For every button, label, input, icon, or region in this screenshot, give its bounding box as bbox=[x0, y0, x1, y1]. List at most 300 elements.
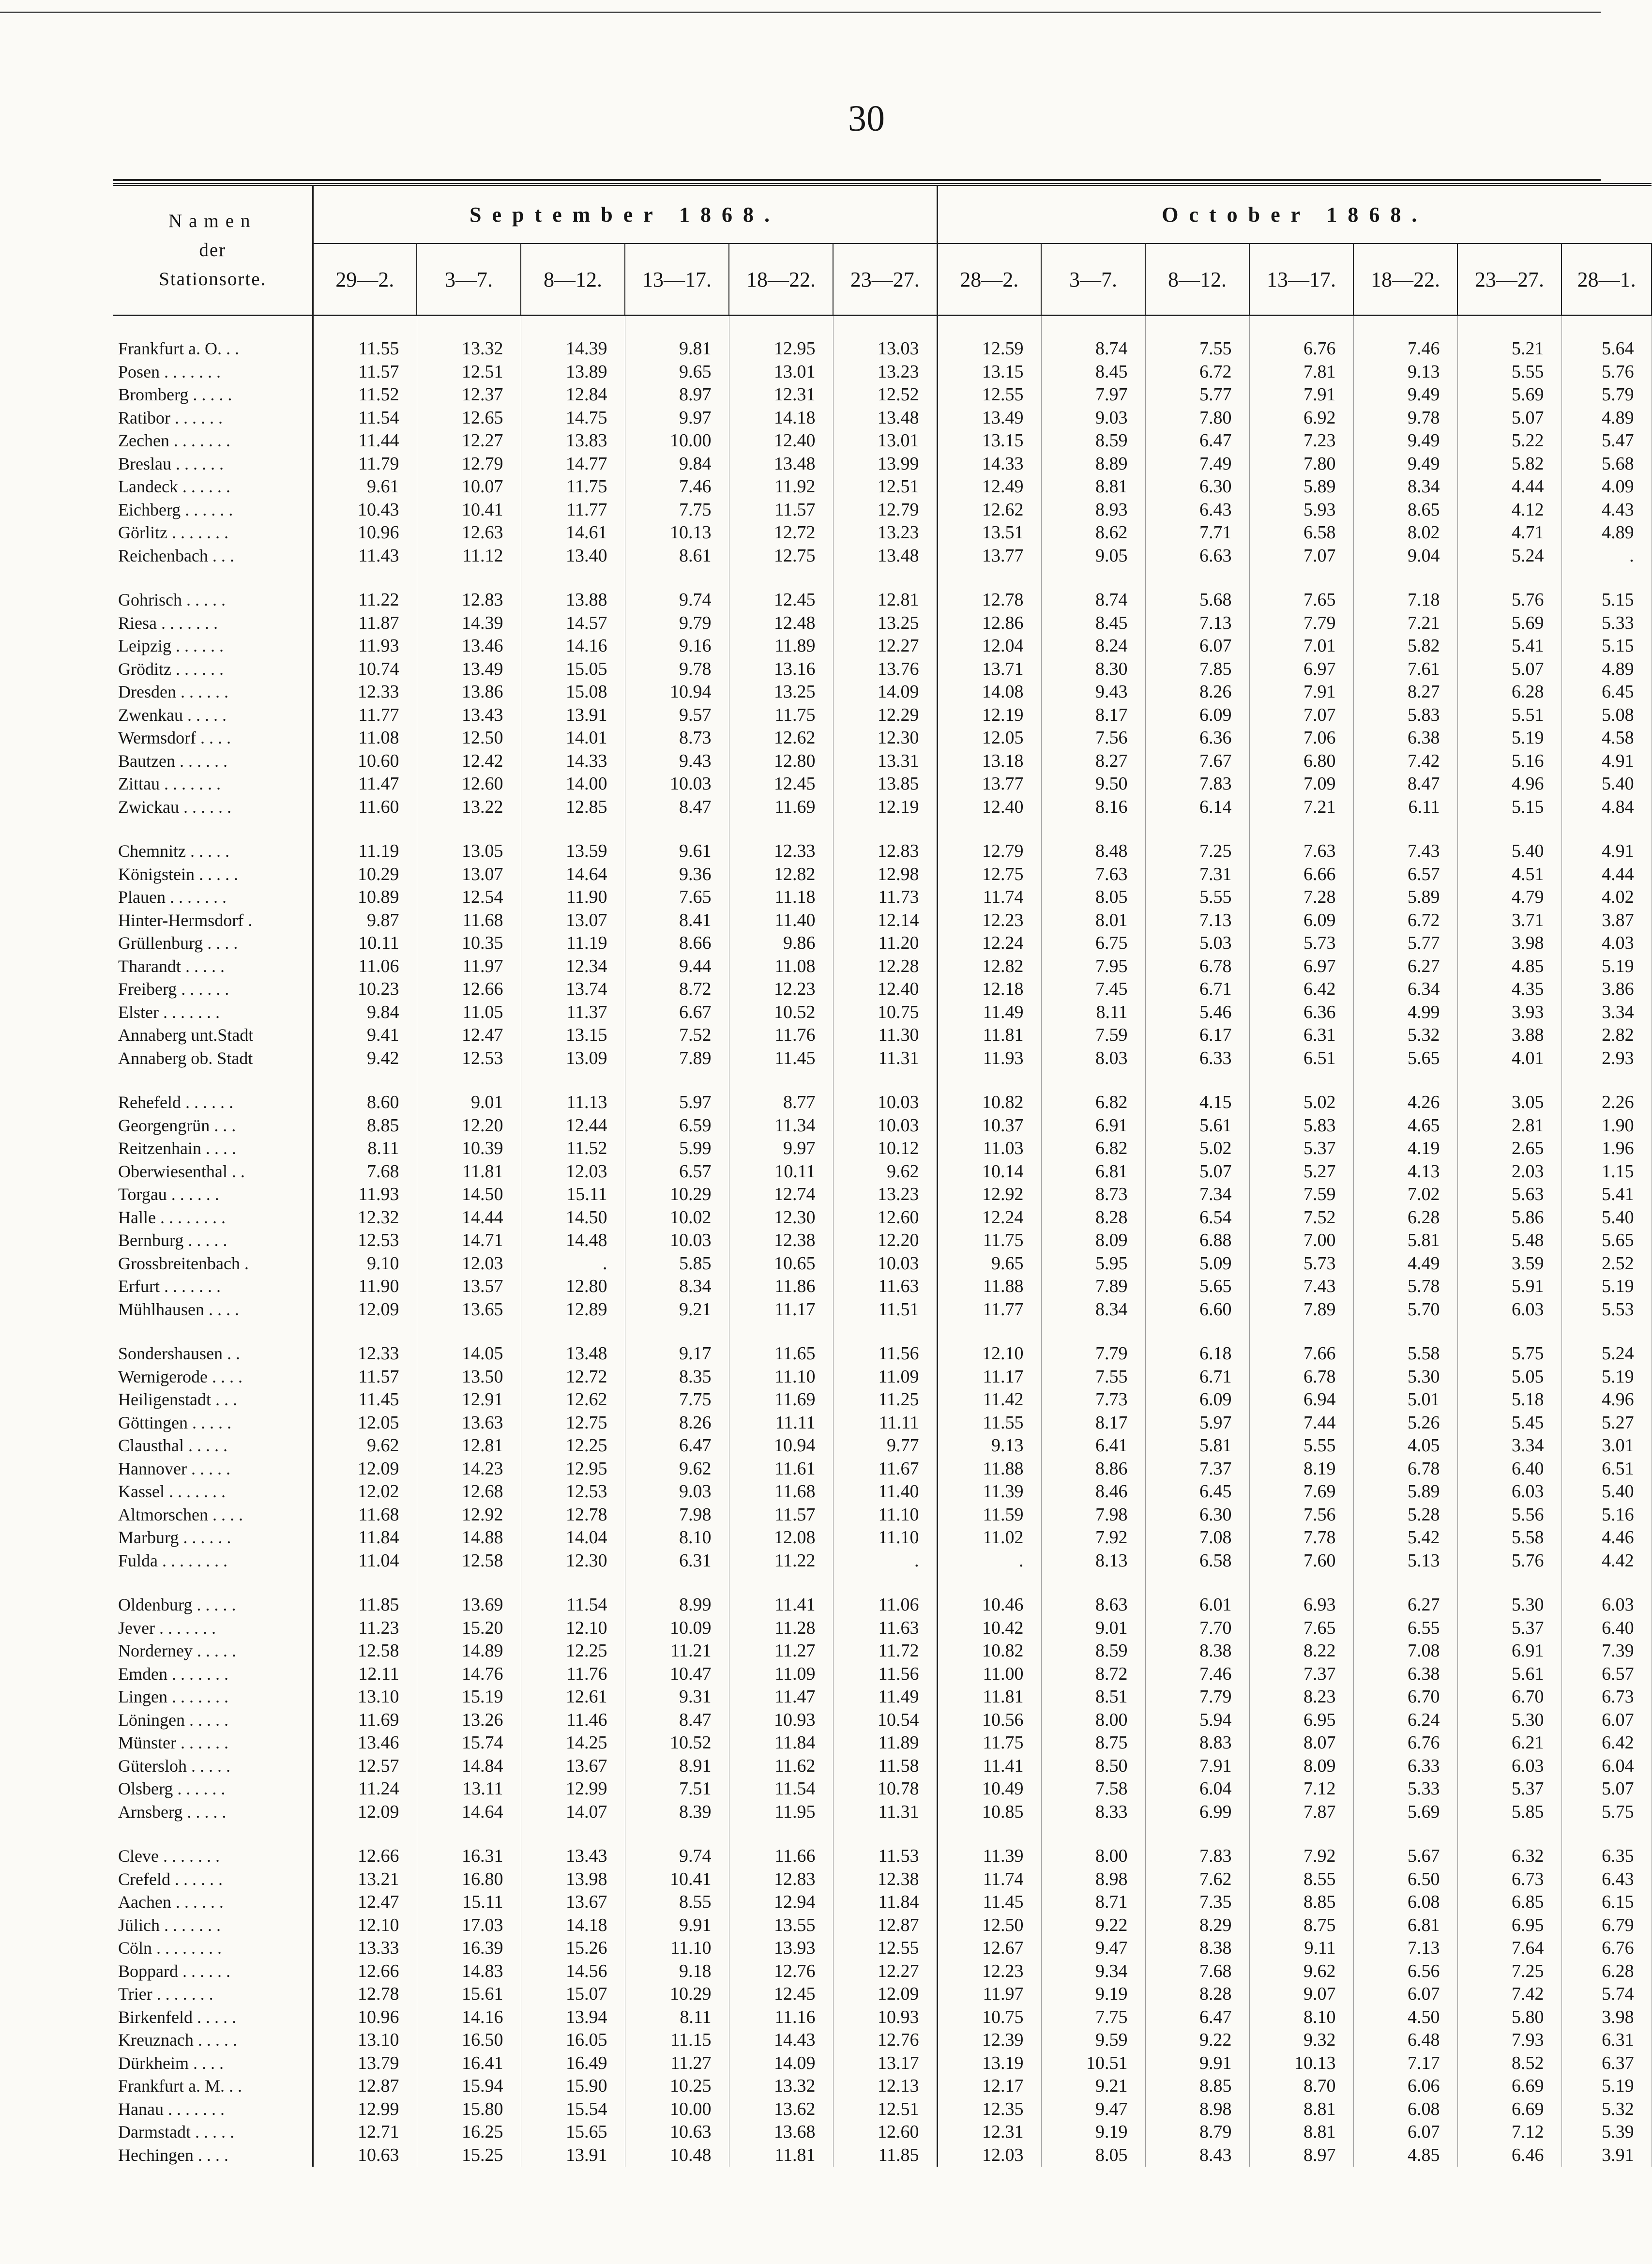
value-cell: 8.03 bbox=[1041, 1047, 1145, 1070]
value-cell: 6.35 bbox=[1561, 1845, 1652, 1868]
value-cell: 10.74 bbox=[313, 658, 417, 681]
station-name: Görlitz . . . . . . . bbox=[113, 521, 313, 545]
value-cell: 10.54 bbox=[833, 1709, 937, 1732]
value-cell: 7.98 bbox=[625, 1504, 729, 1527]
value-cell: 5.15 bbox=[1457, 796, 1561, 819]
value-cell: 7.65 bbox=[625, 886, 729, 909]
value-cell: 11.67 bbox=[833, 1458, 937, 1481]
value-cell: 4.96 bbox=[1457, 773, 1561, 796]
value-cell: 14.50 bbox=[521, 1206, 625, 1230]
table-body bbox=[113, 316, 1652, 2167]
table-row bbox=[113, 704, 1652, 727]
value-cell: 12.27 bbox=[417, 429, 521, 453]
value-cell: 11.66 bbox=[729, 1845, 833, 1868]
value-cell: 11.31 bbox=[833, 1047, 937, 1070]
value-cell: 6.70 bbox=[1353, 1686, 1457, 1709]
spacer-cell bbox=[937, 1070, 1041, 1091]
value-cell: 9.91 bbox=[625, 1914, 729, 1937]
value-cell: 8.00 bbox=[1041, 1709, 1145, 1732]
value-cell: 4.99 bbox=[1353, 1001, 1457, 1024]
value-cell: 13.85 bbox=[833, 773, 937, 796]
value-cell: 13.94 bbox=[521, 2006, 625, 2029]
period-header-row bbox=[113, 243, 1652, 316]
value-cell: 12.25 bbox=[521, 1640, 625, 1663]
table-row bbox=[113, 2075, 1652, 2098]
value-cell: 13.79 bbox=[313, 2052, 417, 2075]
value-cell: 7.25 bbox=[1457, 1960, 1561, 1983]
value-cell: 4.44 bbox=[1457, 475, 1561, 499]
table-row bbox=[113, 337, 1652, 361]
value-cell: 5.56 bbox=[1457, 1504, 1561, 1527]
value-cell: 10.13 bbox=[1249, 2052, 1353, 2075]
value-cell: 8.79 bbox=[1145, 2121, 1249, 2144]
value-cell: 8.34 bbox=[1353, 475, 1457, 499]
value-cell: 13.59 bbox=[521, 840, 625, 863]
table-row bbox=[113, 2006, 1652, 2029]
value-cell: 12.78 bbox=[313, 1983, 417, 2006]
value-cell: 9.77 bbox=[833, 1434, 937, 1458]
value-cell: 4.49 bbox=[1353, 1252, 1457, 1276]
value-cell: 13.23 bbox=[833, 1183, 937, 1206]
value-cell: 12.75 bbox=[729, 545, 833, 568]
table-row bbox=[113, 1914, 1652, 1937]
station-name: Aachen . . . . . . bbox=[113, 1891, 313, 1914]
value-cell: 15.07 bbox=[521, 1983, 625, 2006]
value-cell: 5.32 bbox=[1561, 2098, 1652, 2121]
value-cell: 6.82 bbox=[1041, 1091, 1145, 1114]
value-cell: 11.06 bbox=[833, 1594, 937, 1617]
value-cell: 11.97 bbox=[417, 955, 521, 978]
value-cell: 11.47 bbox=[729, 1686, 833, 1709]
value-cell: 5.80 bbox=[1457, 2006, 1561, 2029]
value-cell: 8.23 bbox=[1249, 1686, 1353, 1709]
table-row bbox=[113, 658, 1652, 681]
spacer-cell bbox=[1041, 819, 1145, 840]
value-cell: 4.50 bbox=[1353, 2006, 1457, 2029]
value-cell: 6.42 bbox=[1561, 1732, 1652, 1755]
value-cell: 8.47 bbox=[625, 1709, 729, 1732]
spacer-cell bbox=[1249, 819, 1353, 840]
spacer-cell bbox=[729, 1321, 833, 1342]
value-cell: 12.45 bbox=[729, 1983, 833, 2006]
value-cell: 13.22 bbox=[417, 796, 521, 819]
value-cell: 13.49 bbox=[937, 407, 1041, 430]
spacer-cell bbox=[1041, 1321, 1145, 1342]
value-cell: 14.64 bbox=[521, 863, 625, 886]
value-cell: 8.74 bbox=[1041, 589, 1145, 612]
station-name: Darmstadt . . . . . bbox=[113, 2121, 313, 2144]
value-cell: 7.23 bbox=[1249, 429, 1353, 453]
value-cell: 7.31 bbox=[1145, 863, 1249, 886]
value-cell: 7.18 bbox=[1353, 589, 1457, 612]
value-cell: 6.21 bbox=[1457, 1732, 1561, 1755]
value-cell: 11.89 bbox=[833, 1732, 937, 1755]
spacer-cell bbox=[521, 1823, 625, 1845]
value-cell: 11.52 bbox=[521, 1137, 625, 1160]
value-cell: 11.44 bbox=[313, 429, 417, 453]
spacer-cell bbox=[1145, 316, 1249, 338]
spacer-cell bbox=[417, 1321, 521, 1342]
value-cell: 10.49 bbox=[937, 1778, 1041, 1801]
table-row bbox=[113, 1024, 1652, 1047]
value-cell: 16.25 bbox=[417, 2121, 521, 2144]
spacer-cell bbox=[113, 1321, 313, 1342]
value-cell: . bbox=[521, 1252, 625, 1276]
value-cell: 6.36 bbox=[1145, 727, 1249, 750]
value-cell: 15.26 bbox=[521, 1937, 625, 1960]
value-cell: 8.85 bbox=[1145, 2075, 1249, 2098]
spacer-cell bbox=[1457, 1070, 1561, 1091]
value-cell: 12.32 bbox=[313, 1206, 417, 1230]
table-row bbox=[113, 909, 1652, 932]
value-cell: 4.12 bbox=[1457, 499, 1561, 522]
spacer-cell bbox=[1145, 1572, 1249, 1594]
value-cell: 11.79 bbox=[313, 453, 417, 476]
spacer-cell bbox=[1249, 1070, 1353, 1091]
value-cell: 13.63 bbox=[417, 1412, 521, 1435]
value-cell: 11.72 bbox=[833, 1640, 937, 1663]
value-cell: 10.94 bbox=[625, 681, 729, 704]
value-cell: 6.08 bbox=[1353, 2098, 1457, 2121]
value-cell: 14.09 bbox=[833, 681, 937, 704]
value-cell: 9.62 bbox=[1249, 1960, 1353, 1983]
value-cell: 10.23 bbox=[313, 978, 417, 1001]
value-cell: 10.56 bbox=[937, 1709, 1041, 1732]
value-cell: 12.38 bbox=[729, 1229, 833, 1252]
value-cell: 6.07 bbox=[1353, 2121, 1457, 2144]
value-cell: 7.49 bbox=[1145, 453, 1249, 476]
value-cell: 15.90 bbox=[521, 2075, 625, 2098]
station-name: Hinter-Hermsdorf . bbox=[113, 909, 313, 932]
value-cell: 6.55 bbox=[1353, 1617, 1457, 1640]
value-cell: 5.48 bbox=[1457, 1229, 1561, 1252]
value-cell: 5.75 bbox=[1457, 1342, 1561, 1366]
value-cell: 6.31 bbox=[1561, 2029, 1652, 2052]
station-name: Gütersloh . . . . . bbox=[113, 1755, 313, 1778]
station-name: Zechen . . . . . . . bbox=[113, 429, 313, 453]
value-cell: 11.16 bbox=[729, 2006, 833, 2029]
value-cell: 8.63 bbox=[1041, 1594, 1145, 1617]
station-name: Wermsdorf . . . . bbox=[113, 727, 313, 750]
table-row bbox=[113, 1504, 1652, 1527]
value-cell: 8.10 bbox=[625, 1526, 729, 1550]
value-cell: 11.86 bbox=[729, 1275, 833, 1298]
value-cell: 12.83 bbox=[833, 840, 937, 863]
value-cell: 6.38 bbox=[1353, 1663, 1457, 1686]
value-cell: 5.82 bbox=[1353, 635, 1457, 658]
value-cell: 7.68 bbox=[1145, 1960, 1249, 1983]
value-cell: 7.08 bbox=[1353, 1640, 1457, 1663]
value-cell: 5.07 bbox=[1561, 1778, 1652, 1801]
value-cell: 8.97 bbox=[1249, 2144, 1353, 2167]
value-cell: 8.86 bbox=[1041, 1458, 1145, 1481]
value-cell: 9.18 bbox=[625, 1960, 729, 1983]
value-cell: 5.55 bbox=[1145, 886, 1249, 909]
value-cell: 8.00 bbox=[1041, 1845, 1145, 1868]
value-cell: 8.77 bbox=[729, 1091, 833, 1114]
value-cell: 12.95 bbox=[521, 1458, 625, 1481]
value-cell: 6.40 bbox=[1457, 1458, 1561, 1481]
value-cell: 5.81 bbox=[1145, 1434, 1249, 1458]
value-cell: 6.76 bbox=[1353, 1732, 1457, 1755]
value-cell: 13.25 bbox=[729, 681, 833, 704]
value-cell: 3.93 bbox=[1457, 1001, 1561, 1024]
value-cell: 13.21 bbox=[313, 1868, 417, 1891]
value-cell: 13.83 bbox=[521, 429, 625, 453]
spacer-cell bbox=[1457, 567, 1561, 589]
value-cell: 12.23 bbox=[937, 1960, 1041, 1983]
group-spacer bbox=[113, 819, 1652, 840]
value-cell: 10.00 bbox=[625, 429, 729, 453]
value-cell: 13.71 bbox=[937, 658, 1041, 681]
value-cell: 7.17 bbox=[1353, 2052, 1457, 2075]
value-cell: 11.12 bbox=[417, 545, 521, 568]
value-cell: 12.80 bbox=[521, 1275, 625, 1298]
value-cell: 6.30 bbox=[1145, 475, 1249, 499]
value-cell: 12.83 bbox=[729, 1868, 833, 1891]
value-cell: 11.54 bbox=[521, 1594, 625, 1617]
spacer-cell bbox=[1249, 316, 1353, 338]
station-name: Cleve . . . . . . . bbox=[113, 1845, 313, 1868]
station-name: Rehefeld . . . . . . bbox=[113, 1091, 313, 1114]
value-cell: 12.09 bbox=[313, 1801, 417, 1824]
table-row bbox=[113, 1458, 1652, 1481]
value-cell: 5.09 bbox=[1145, 1252, 1249, 1276]
value-cell: 14.39 bbox=[521, 337, 625, 361]
value-cell: 8.09 bbox=[1249, 1755, 1353, 1778]
value-cell: 7.97 bbox=[1041, 383, 1145, 407]
station-name: Hanau . . . . . . . bbox=[113, 2098, 313, 2121]
value-cell: 8.75 bbox=[1041, 1732, 1145, 1755]
value-cell: 11.85 bbox=[313, 1594, 417, 1617]
value-cell: 2.26 bbox=[1561, 1091, 1652, 1114]
period-header-sep-1: 3—7. bbox=[417, 243, 521, 316]
value-cell: 12.57 bbox=[313, 1755, 417, 1778]
value-cell: 8.11 bbox=[1041, 1001, 1145, 1024]
value-cell: 12.91 bbox=[417, 1388, 521, 1412]
value-cell: 9.11 bbox=[1249, 1937, 1353, 1960]
station-name: Olsberg . . . . . . bbox=[113, 1778, 313, 1801]
value-cell: 9.04 bbox=[1353, 545, 1457, 568]
value-cell: 11.56 bbox=[833, 1342, 937, 1366]
value-cell: 7.01 bbox=[1249, 635, 1353, 658]
value-cell: 4.96 bbox=[1561, 1388, 1652, 1412]
value-cell: 8.72 bbox=[1041, 1663, 1145, 1686]
value-cell: 12.62 bbox=[729, 727, 833, 750]
value-cell: 11.81 bbox=[729, 2144, 833, 2167]
value-cell: 5.37 bbox=[1249, 1137, 1353, 1160]
value-cell: 6.03 bbox=[1457, 1298, 1561, 1322]
value-cell: 7.80 bbox=[1145, 407, 1249, 430]
station-name: Zwenkau . . . . . bbox=[113, 704, 313, 727]
value-cell: 9.01 bbox=[417, 1091, 521, 1114]
station-name: Sondershausen . . bbox=[113, 1342, 313, 1366]
value-cell: 11.84 bbox=[313, 1526, 417, 1550]
table-row bbox=[113, 2098, 1652, 2121]
value-cell: 9.91 bbox=[1145, 2052, 1249, 2075]
table-row bbox=[113, 1298, 1652, 1322]
value-cell: 8.61 bbox=[625, 545, 729, 568]
value-cell: 13.77 bbox=[937, 773, 1041, 796]
value-cell: 16.05 bbox=[521, 2029, 625, 2052]
value-cell: 6.92 bbox=[1249, 407, 1353, 430]
value-cell: 12.45 bbox=[729, 773, 833, 796]
value-cell: 5.19 bbox=[1457, 727, 1561, 750]
spacer-cell bbox=[1041, 567, 1145, 589]
value-cell: 8.83 bbox=[1145, 1732, 1249, 1755]
value-cell: 6.32 bbox=[1457, 1845, 1561, 1868]
value-cell: 7.02 bbox=[1353, 1183, 1457, 1206]
value-cell: 7.42 bbox=[1457, 1983, 1561, 2006]
value-cell: 7.89 bbox=[1041, 1275, 1145, 1298]
value-cell: 6.47 bbox=[1145, 429, 1249, 453]
spacer-cell bbox=[1457, 819, 1561, 840]
value-cell: 5.76 bbox=[1457, 589, 1561, 612]
spacer-cell bbox=[417, 1070, 521, 1091]
value-cell: 10.93 bbox=[729, 1709, 833, 1732]
value-cell: 8.07 bbox=[1249, 1732, 1353, 1755]
value-cell: 13.15 bbox=[521, 1024, 625, 1047]
top-rule bbox=[0, 12, 1601, 13]
value-cell: 11.77 bbox=[521, 499, 625, 522]
table-row bbox=[113, 886, 1652, 909]
value-cell: 12.75 bbox=[937, 863, 1041, 886]
value-cell: 6.09 bbox=[1145, 704, 1249, 727]
value-cell: 11.68 bbox=[313, 1504, 417, 1527]
value-cell: 9.17 bbox=[625, 1342, 729, 1366]
station-name: Kassel . . . . . . . bbox=[113, 1480, 313, 1504]
table-row bbox=[113, 863, 1652, 886]
value-cell: 7.09 bbox=[1249, 773, 1353, 796]
value-cell: 13.91 bbox=[521, 2144, 625, 2167]
value-cell: 13.16 bbox=[729, 658, 833, 681]
value-cell: 7.85 bbox=[1145, 658, 1249, 681]
period-header-oct-5: 23—27. bbox=[1457, 243, 1561, 316]
value-cell: 11.68 bbox=[729, 1480, 833, 1504]
value-cell: 11.75 bbox=[937, 1732, 1041, 1755]
value-cell: 5.39 bbox=[1561, 2121, 1652, 2144]
table-row bbox=[113, 635, 1652, 658]
table-row bbox=[113, 361, 1652, 384]
value-cell: 5.40 bbox=[1561, 1206, 1652, 1230]
value-cell: 10.41 bbox=[417, 499, 521, 522]
value-cell: 16.80 bbox=[417, 1868, 521, 1891]
value-cell: 11.27 bbox=[729, 1640, 833, 1663]
value-cell: 6.67 bbox=[625, 1001, 729, 1024]
value-cell: 11.92 bbox=[729, 475, 833, 499]
table-top-rule bbox=[113, 179, 1601, 181]
value-cell: 1.90 bbox=[1561, 1114, 1652, 1138]
value-cell: 4.02 bbox=[1561, 886, 1652, 909]
value-cell: 12.03 bbox=[521, 1160, 625, 1184]
value-cell: 5.76 bbox=[1561, 361, 1652, 384]
value-cell: 12.98 bbox=[833, 863, 937, 886]
value-cell: 11.74 bbox=[937, 886, 1041, 909]
value-cell: 10.29 bbox=[625, 1183, 729, 1206]
period-header-sep-4: 18—22. bbox=[729, 243, 833, 316]
value-cell: 10.03 bbox=[833, 1114, 937, 1138]
value-cell: 11.34 bbox=[729, 1114, 833, 1138]
value-cell: 11.75 bbox=[937, 1229, 1041, 1252]
value-cell: 10.96 bbox=[313, 2006, 417, 2029]
value-cell: 6.47 bbox=[1145, 2006, 1249, 2029]
value-cell: 8.85 bbox=[1249, 1891, 1353, 1914]
value-cell: 12.25 bbox=[521, 1434, 625, 1458]
value-cell: 6.46 bbox=[1457, 2144, 1561, 2167]
value-cell: 13.48 bbox=[521, 1342, 625, 1366]
value-cell: 3.91 bbox=[1561, 2144, 1652, 2167]
station-name: Wernigerode . . . . bbox=[113, 1366, 313, 1389]
table-row bbox=[113, 978, 1652, 1001]
spacer-cell bbox=[1561, 1321, 1652, 1342]
period-header-oct-2: 8—12. bbox=[1145, 243, 1249, 316]
spacer-cell bbox=[1249, 567, 1353, 589]
value-cell: 6.70 bbox=[1457, 1686, 1561, 1709]
table-row bbox=[113, 1891, 1652, 1914]
value-cell: 12.68 bbox=[417, 1480, 521, 1504]
station-name: Arnsberg . . . . . bbox=[113, 1801, 313, 1824]
value-cell: 10.63 bbox=[625, 2121, 729, 2144]
value-cell: 10.78 bbox=[833, 1778, 937, 1801]
value-cell: 5.37 bbox=[1457, 1778, 1561, 1801]
value-cell: 14.83 bbox=[417, 1960, 521, 1983]
value-cell: 11.93 bbox=[313, 1183, 417, 1206]
value-cell: 7.07 bbox=[1249, 704, 1353, 727]
value-cell: 7.56 bbox=[1249, 1504, 1353, 1527]
value-cell: 13.91 bbox=[521, 704, 625, 727]
value-cell: 4.09 bbox=[1561, 475, 1652, 499]
value-cell: 4.26 bbox=[1353, 1091, 1457, 1114]
value-cell: 9.86 bbox=[729, 932, 833, 955]
value-cell: 12.48 bbox=[729, 612, 833, 635]
value-cell: 5.93 bbox=[1249, 499, 1353, 522]
station-name: Grüllenburg . . . . bbox=[113, 932, 313, 955]
value-cell: 7.43 bbox=[1249, 1275, 1353, 1298]
spacer-cell bbox=[313, 1823, 417, 1845]
value-cell: 12.35 bbox=[937, 2098, 1041, 2121]
value-cell: 5.18 bbox=[1457, 1388, 1561, 1412]
value-cell: 9.78 bbox=[1353, 407, 1457, 430]
value-cell: 4.65 bbox=[1353, 1114, 1457, 1138]
table-row bbox=[113, 727, 1652, 750]
spacer-cell bbox=[833, 1572, 937, 1594]
value-cell: 6.80 bbox=[1249, 750, 1353, 773]
value-cell: 13.10 bbox=[313, 1686, 417, 1709]
value-cell: . bbox=[833, 1550, 937, 1573]
value-cell: 13.23 bbox=[833, 521, 937, 545]
value-cell: 12.37 bbox=[417, 383, 521, 407]
value-cell: 8.81 bbox=[1249, 2098, 1353, 2121]
spacer-cell bbox=[1457, 316, 1561, 338]
station-name: Torgau . . . . . . bbox=[113, 1183, 313, 1206]
spacer-cell bbox=[625, 1321, 729, 1342]
station-name: Zwickau . . . . . . bbox=[113, 796, 313, 819]
value-cell: 6.31 bbox=[625, 1550, 729, 1573]
value-cell: 6.56 bbox=[1353, 1960, 1457, 1983]
value-cell: 9.36 bbox=[625, 863, 729, 886]
value-cell: 13.05 bbox=[417, 840, 521, 863]
spacer-cell bbox=[1561, 1572, 1652, 1594]
value-cell: 7.92 bbox=[1249, 1845, 1353, 1868]
value-cell: 6.24 bbox=[1353, 1709, 1457, 1732]
table-row bbox=[113, 1366, 1652, 1389]
spacer-cell bbox=[1561, 567, 1652, 589]
value-cell: 14.76 bbox=[417, 1663, 521, 1686]
value-cell: 13.93 bbox=[729, 1937, 833, 1960]
value-cell: 7.46 bbox=[1353, 337, 1457, 361]
value-cell: 11.41 bbox=[729, 1594, 833, 1617]
table-row bbox=[113, 1183, 1652, 1206]
